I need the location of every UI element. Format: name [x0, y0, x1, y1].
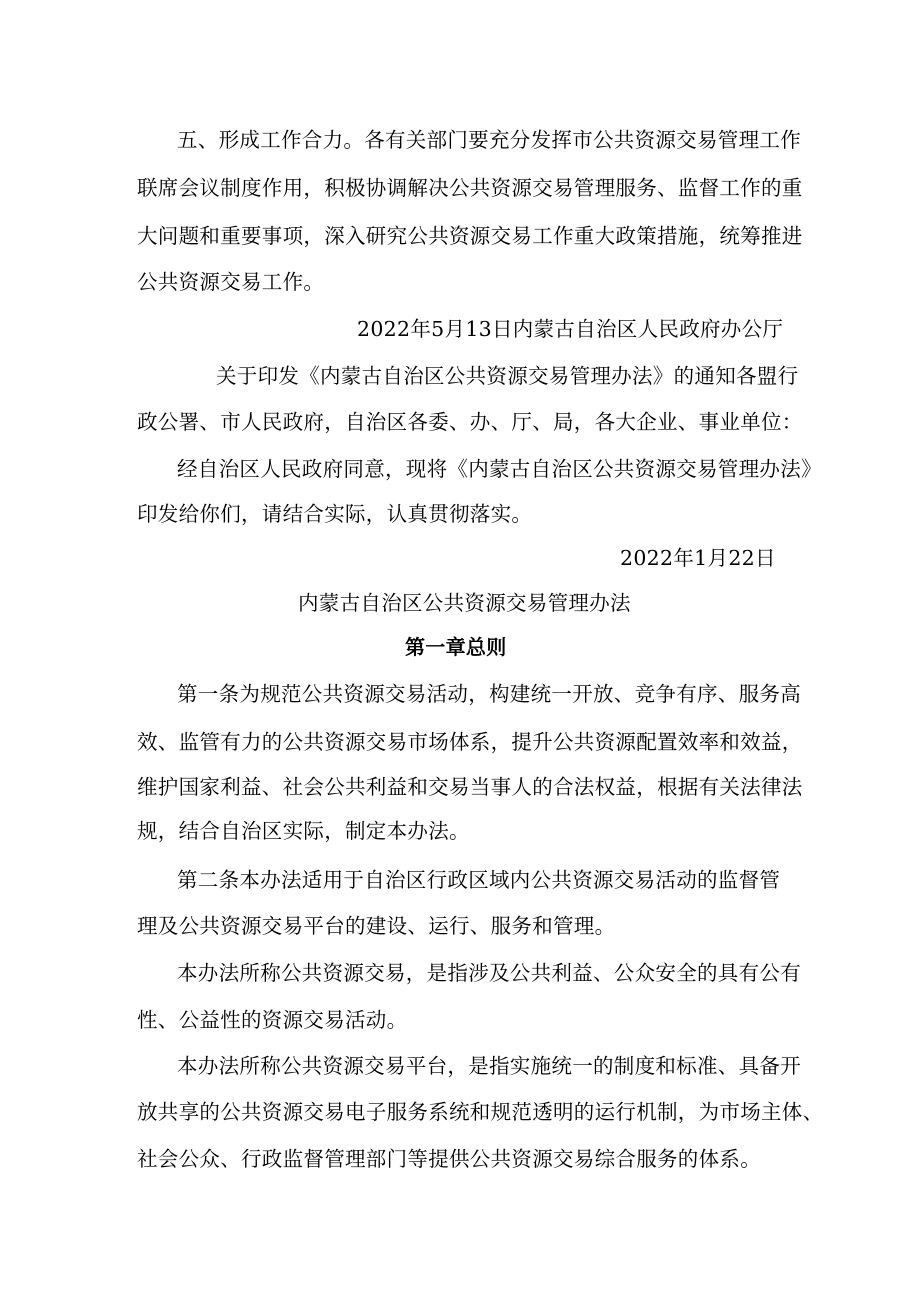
paragraph-5-line-2: 联席会议制度作用，积极协调解决公共资源交易管理服务、监督工作的重	[137, 176, 803, 200]
signoff-date: 2022年1月22日	[620, 546, 776, 570]
article-1-line-3: 维护国家利益、社会公共利益和交易当事人的合法权益，根据有关法律法	[137, 775, 803, 799]
paragraph-5-line-3: 大问题和重要事项，深入研究公共资源交易工作重大政策措施，统筹推进	[137, 224, 803, 248]
paragraph-5-line-1: 五、形成工作合力。各有关部门要充分发挥市公共资源交易管理工作	[177, 128, 801, 152]
definition-2-line-3: 社会公众、行政监督管理部门等提供公共资源交易综合服务的体系。	[137, 1147, 761, 1171]
paragraph-5-line-4: 公共资源交易工作。	[137, 270, 325, 294]
article-1-line-2: 效、监管有力的公共资源交易市场体系，提升公共资源配置效率和效益，	[137, 730, 803, 754]
definition-2-line-2: 放共享的公共资源交易电子服务系统和规范透明的运行机制，为市场主体、	[137, 1100, 824, 1124]
definition-1-line-2: 性、公益性的资源交易活动。	[137, 1008, 408, 1032]
approval-line-2: 印发给你们，请结合实际，认真贯彻落实。	[137, 502, 533, 526]
definition-1-line-1: 本办法所称公共资源交易，是指涉及公共利益、公众安全的具有公有	[177, 961, 801, 985]
definition-2-line-1: 本办法所称公共资源交易平台，是指实施统一的制度和标准、具备开	[177, 1054, 801, 1078]
document-title: 内蒙古自治区公共资源交易管理办法	[298, 591, 631, 615]
article-1-line-1: 第一条为规范公共资源交易活动，构建统一开放、竞争有序、服务高	[177, 682, 801, 706]
notice-line-1: 关于印发《内蒙古自治区公共资源交易管理办法》的通知各盟行	[216, 364, 799, 388]
article-2-line-1: 第二条本办法适用于自治区行政区域内公共资源交易活动的监督管	[177, 868, 781, 892]
notice-line-2: 政公署、市人民政府，自治区各委、办、厅、局，各大企业、事业单位：	[137, 410, 803, 434]
signoff-date-office: 2022年5月13日内蒙古自治区人民政府办公厅	[357, 317, 784, 341]
article-2-line-2: 理及公共资源交易平台的建设、运行、服务和管理。	[137, 914, 616, 938]
approval-line-1: 经自治区人民政府同意，现将《内蒙古自治区公共资源交易管理办法》	[177, 457, 822, 481]
article-1-line-4: 规，结合自治区实际，制定本办法。	[137, 819, 470, 843]
chapter-title: 第一章总则	[405, 635, 507, 659]
